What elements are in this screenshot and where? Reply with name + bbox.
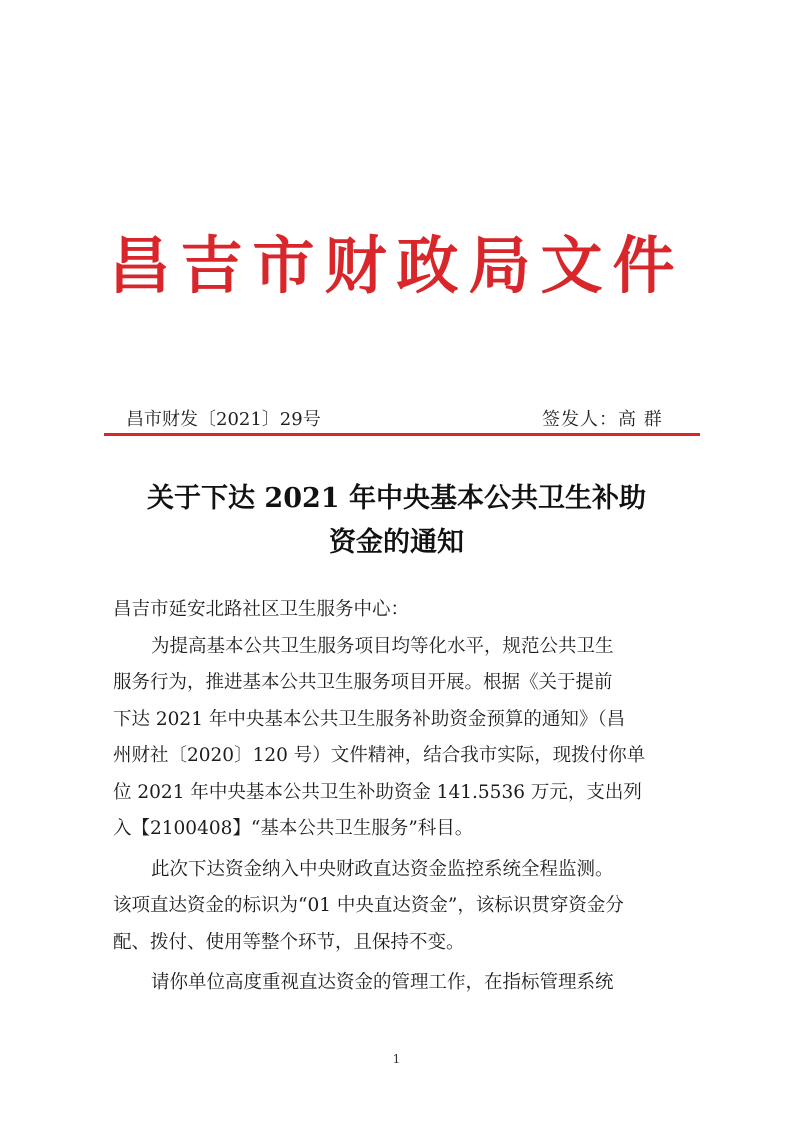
paragraph-1-line-1: 为提高基本公共卫生服务项目均等化水平，规范公共卫生 bbox=[151, 635, 614, 657]
paragraph-1-line-4: 州财社〔2020〕120 号）文件精神，结合我市实际，现拨付你单 bbox=[113, 745, 646, 766]
paragraph-2-line-1: 此次下达资金纳入中央财政直达资金监控系统全程监测。 bbox=[151, 858, 614, 880]
paragraph-2-line-2: 该项直达资金的标识为“01 中央直达资金”，该标识贯穿资金分 bbox=[113, 895, 624, 916]
addressee: 昌吉市延安北路社区卫生服务中心： bbox=[113, 599, 410, 620]
notice-title bbox=[0, 477, 793, 565]
paragraph-3-line-1: 请你单位高度重视直达资金的管理工作，在指标管理系统 bbox=[151, 972, 614, 993]
document-header-title: 昌吉市财政局文件 bbox=[108, 229, 685, 302]
paragraph-1-line-2: 服务行为，推进基本公共卫生服务项目开展。根据《关于提前 bbox=[113, 672, 613, 693]
paragraph-2-line-3: 配、拨付、使用等整个环节，且保持不变。 bbox=[113, 931, 465, 953]
document-number: 昌市财发〔2021〕29号 bbox=[126, 409, 321, 430]
page-number: 1 bbox=[392, 1052, 401, 1066]
paragraph-1-line-6: 入【2100408】“基本公共卫生服务”科目。 bbox=[113, 818, 474, 839]
notice-body bbox=[113, 592, 703, 1002]
notice-title-line-1: 关于下达 2021 年中央基本公共卫生补助 bbox=[147, 483, 646, 514]
notice-title-line-2: 资金的通知 bbox=[329, 527, 464, 558]
paragraph-1-line-5: 位 2021 年中央基本公共卫生补助资金 141.5536 万元，支出列 bbox=[113, 781, 642, 803]
issuer-signature: 签发人：高 群 bbox=[542, 409, 663, 430]
paragraph-1-line-3: 下达 2021 年中央基本公共卫生服务补助资金预算的通知》（昌 bbox=[113, 708, 626, 730]
red-divider-line bbox=[104, 433, 700, 436]
